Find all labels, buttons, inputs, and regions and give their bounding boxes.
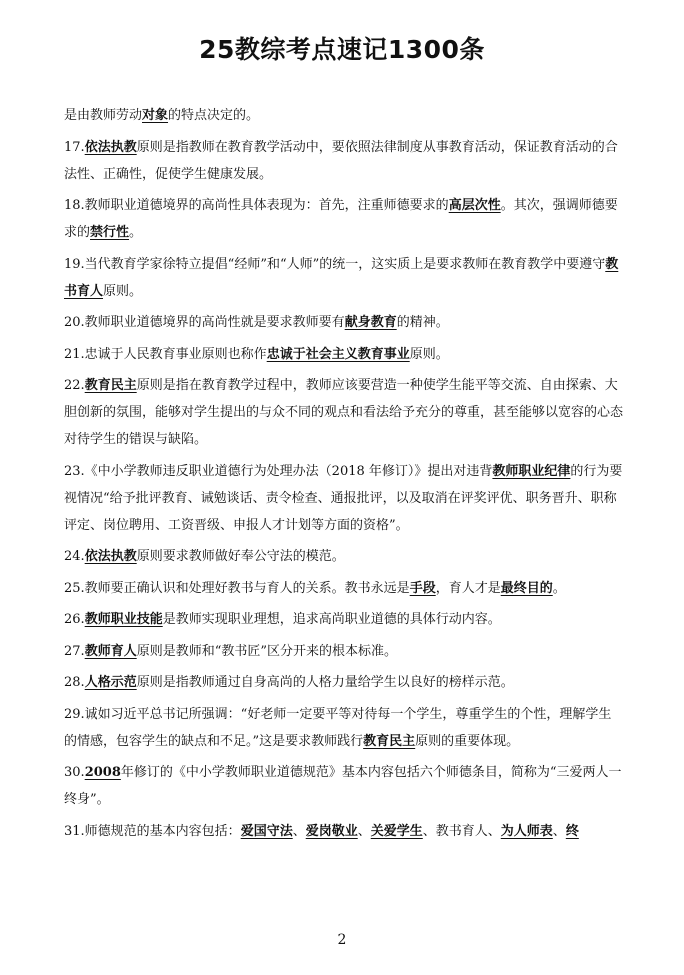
paragraph-text: 、教书育人、 (422, 823, 501, 839)
page-title: 25教综考点速记1300条 (199, 35, 485, 64)
paragraph (64, 372, 624, 453)
paragraph-text: 25.教师要正确认识和处理好教书与育人的关系。教书永远是 (64, 580, 410, 596)
key-term: 终 (565, 823, 579, 839)
paragraph-text: 原则是指在教育教学过程中，教师应该要营造一种使学生能平等交流、自由探索、大胆创新的氛围，能够对学生提出的与众不同的观点和看法给予充分的尊重，甚至能够以宽容的心态对待学生的错误与缺陷。 (64, 378, 624, 447)
key-term: 教师职业技能 (84, 612, 163, 627)
paragraph-text: 29.诚如习近平总书记所强调：“好老师一定要平等对待每一个学生，尊重学生的个性，理解学生的情感，包容学生的缺点和不足。”这是要求教师践行 (64, 706, 612, 749)
paragraph-text: 20.教师职业道德境界的高尚性就是要求教师要有 (64, 315, 345, 330)
paragraph-text: 23.《中小学教师违反职业道德行为处理办法（2018 年修订）》提出对违背 (64, 463, 493, 479)
document-body (64, 102, 624, 849)
key-term: 忠诚于社会主义教育事业 (266, 346, 410, 362)
key-term: 教师育人 (84, 643, 137, 659)
key-term: 禁行性 (90, 225, 130, 240)
paragraph-text: 原则的重要体现。 (415, 733, 520, 749)
paragraph-text: 原则要求教师做好奉公守法的模范。 (136, 549, 345, 564)
paragraph (64, 759, 624, 813)
key-term: 爱国守法 (240, 823, 293, 839)
key-term: 手段 (409, 580, 436, 596)
paragraph-text: 31.师德规范的基本内容包括： (64, 823, 241, 839)
paragraph (64, 102, 624, 129)
paragraph-text: 、 (292, 823, 306, 839)
key-term: 人格示范 (84, 675, 137, 690)
paragraph (64, 341, 624, 368)
paragraph-text: 原则是指教师通过自身高尚的人格力量给学生以良好的榜样示范。 (136, 675, 514, 690)
paragraph-text: ，育人才是 (435, 580, 501, 596)
key-term: 教育民主 (84, 378, 137, 393)
paragraph-text: 原则。 (103, 283, 143, 299)
paragraph (64, 458, 624, 539)
paragraph-text: 的行为要视情况“给予批评教育、诫勉谈话、责令检查、通报批评，以及取消在评奖评优、职务晋升、职称评定、岗位聘用、工资晋级、申报人才计划等方面的资格”。 (64, 463, 623, 533)
paragraph-text: 年修订的《中小学教师职业道德规范》基本内容包括六个师德条目，简称为“三爱两人一终身”。 (64, 765, 622, 807)
paragraph-text: 原则。 (409, 346, 449, 362)
paragraph (64, 638, 624, 665)
key-term: 献身教育 (344, 315, 397, 330)
paragraph-text: 。 (129, 225, 143, 240)
paragraph-text: 28. (64, 675, 85, 690)
key-term: 依法执教 (84, 549, 137, 564)
paragraph-text: 24. (64, 549, 85, 564)
paragraph-text: 18.教师职业道德境界的高尚性具体表现为：首先，注重师德要求的 (64, 198, 449, 213)
page-number: 2 (337, 932, 347, 948)
paragraph (64, 818, 624, 845)
key-term: 依法执教 (84, 139, 137, 155)
key-term: 教书育人 (64, 256, 619, 299)
paragraph-text: 。 (552, 580, 566, 596)
paragraph-text: 原则是教师和“教书匠”区分开来的根本标准。 (136, 643, 397, 659)
key-term: 教师职业纪律 (492, 463, 571, 479)
paragraph (64, 543, 624, 570)
key-term: 高层次性 (448, 198, 501, 213)
key-term: 最终目的 (500, 580, 553, 596)
key-term: 为人师表 (500, 823, 553, 839)
paragraph-text: 22. (64, 378, 85, 393)
key-term: 关爱学生 (370, 823, 423, 839)
paragraph-text: 21.忠诚于人民教育事业原则也称作 (64, 346, 267, 362)
paragraph-text: 的特点决定的。 (168, 108, 260, 123)
paragraph-text: 27. (64, 643, 85, 659)
paragraph-text: 。其次，强调师德要求的 (64, 198, 618, 240)
paragraph-text: 17. (64, 139, 85, 155)
paragraph-text: 30. (64, 765, 85, 780)
key-term: 教育民主 (363, 733, 416, 749)
paragraph-text: 、 (552, 823, 566, 839)
paragraph (64, 575, 624, 602)
paragraph (64, 134, 624, 188)
paragraph-text: 的精神。 (396, 315, 449, 330)
key-term: 爱岗敬业 (305, 823, 358, 839)
paragraph-text: 是教师实现职业理想，追求高尚职业道德的具体行动内容。 (162, 612, 501, 627)
key-term: 2008 (84, 765, 121, 780)
key-term: 对象 (142, 108, 169, 123)
paragraph-text: 26. (64, 612, 85, 627)
paragraph-text: 原则是指教师在教育教学活动中，要依照法律制度从事教育活动，保证教育活动的合法性、正确性，促使学生健康发展。 (64, 139, 618, 182)
paragraph (64, 192, 624, 246)
paragraph (64, 669, 624, 696)
paragraph (64, 309, 624, 336)
paragraph-text: 19.当代教育学家徐特立提倡“经师”和“人师”的统一，这实质上是要求教师在教育教学中要遵守 (64, 256, 606, 272)
paragraph (64, 701, 624, 755)
paragraph-text: 是由教师劳动 (64, 108, 143, 123)
paragraph (64, 606, 624, 633)
paragraph-text: 、 (357, 823, 371, 839)
paragraph (64, 251, 624, 305)
